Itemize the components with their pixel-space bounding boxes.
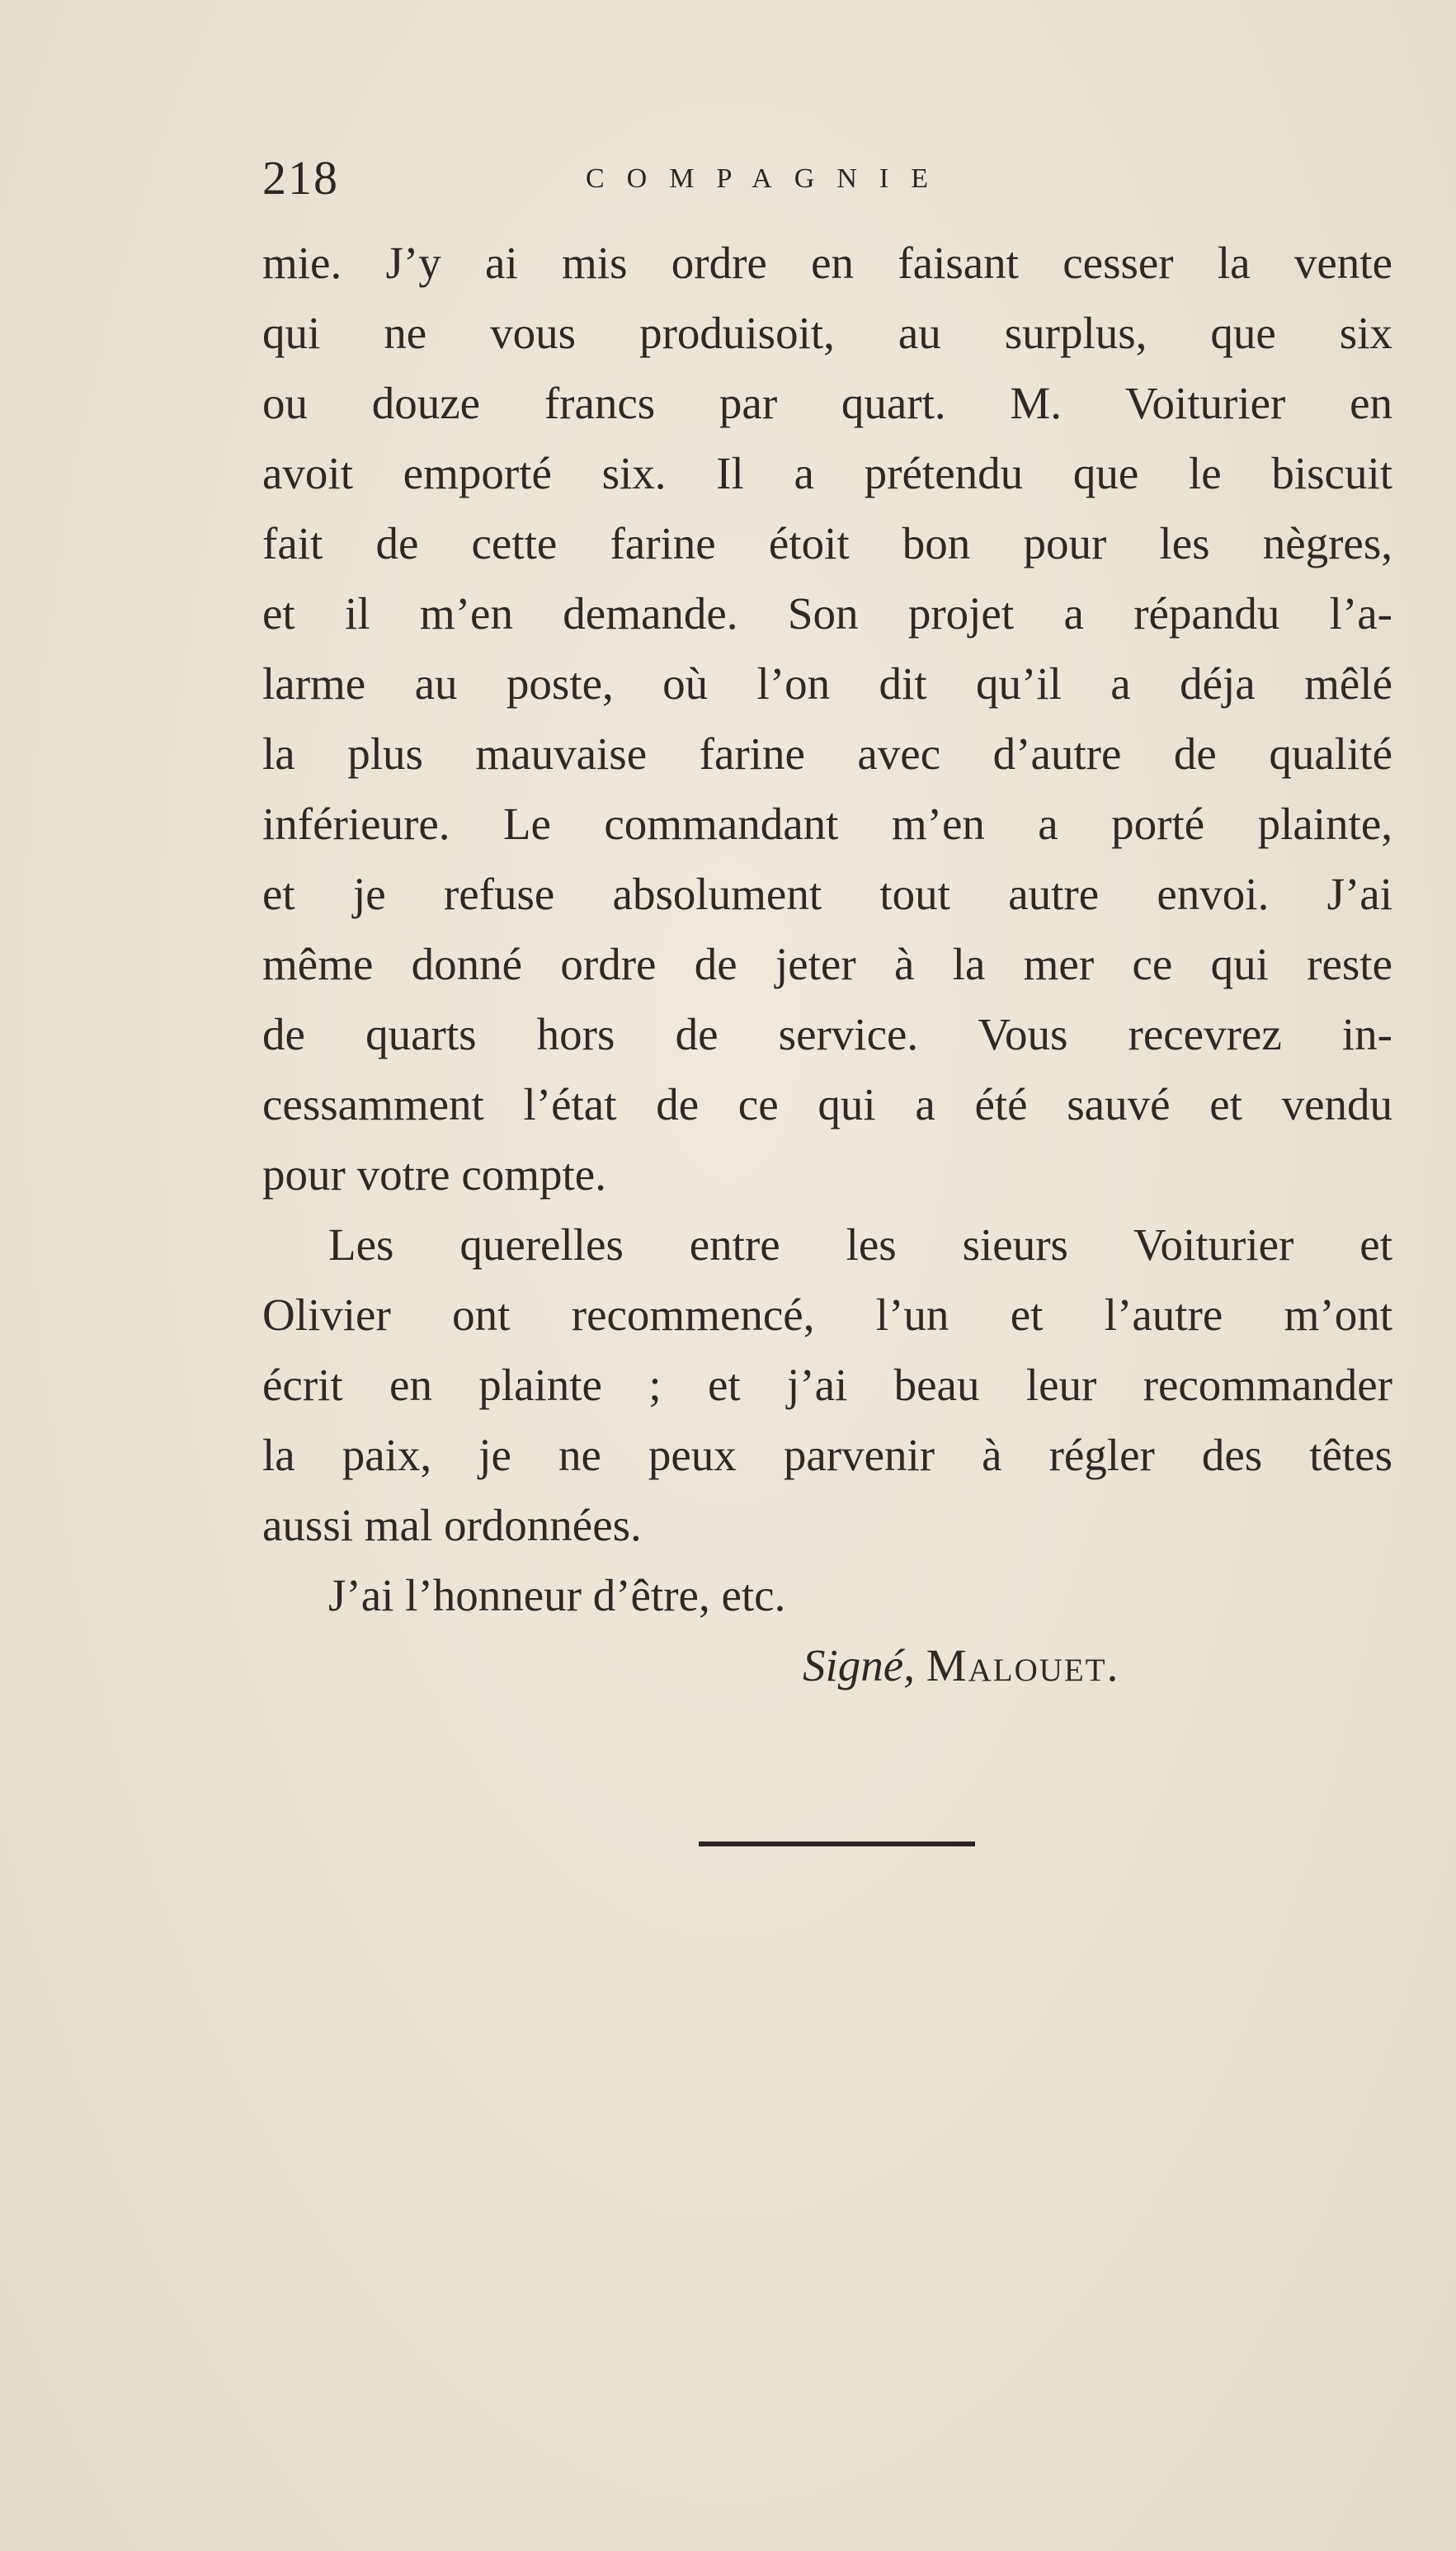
body-text <box>262 228 1392 1700</box>
text-line: la paix, je ne peux parvenir à régler des têtes <box>262 1430 1392 1480</box>
text-line: fait de cette farine étoit bon pour les nègres, <box>262 518 1392 568</box>
text-line: de quarts hors de service. Vous recevrez in- <box>262 1009 1392 1059</box>
text-line: larme au poste, où l’on dit qu’il a déja mêlé <box>262 658 1392 709</box>
page-header <box>262 150 1409 208</box>
signature-label: Signé, <box>803 1640 915 1690</box>
text-line: qui ne vous produisoit, au surplus, que six <box>262 308 1392 358</box>
signature <box>262 1630 1392 1700</box>
text-line: pour votre compte. <box>262 1149 606 1200</box>
text-line: et il m’en demande. Son projet a répandu l’a- <box>262 588 1392 639</box>
paragraph-start-line: Les querelles entre les sieurs Voiturier et <box>328 1219 1392 1270</box>
text-line: inférieure. Le commandant m’en a porté plainte, <box>262 799 1392 849</box>
page-number: 218 <box>262 151 339 205</box>
text-line: même donné ordre de jeter à la mer ce qui reste <box>262 939 1392 989</box>
text-line: la plus mauvaise farine avec d’autre de qualité <box>262 729 1392 779</box>
closing-line: J’ai l’honneur d’être, etc. <box>328 1570 786 1620</box>
text-line: mie. J’y ai mis ordre en faisant cesser la vente <box>262 238 1392 288</box>
text-line: aussi mal ordonnées. <box>262 1500 642 1550</box>
text-line: et je refuse absolument tout autre envoi. J’ai <box>262 869 1392 919</box>
section-rule <box>699 1841 975 1846</box>
text-line: Olivier ont recommencé, l’un et l’autre m’ont <box>262 1290 1392 1340</box>
signature-name: Malouet. <box>926 1640 1120 1690</box>
running-head: COMPAGNIE <box>586 163 951 194</box>
text-line: cessamment l’état de ce qui a été sauvé et vendu <box>262 1079 1392 1129</box>
text-line: ou douze francs par quart. M. Voiturier en <box>262 378 1392 428</box>
text-line: écrit en plainte ; et j’ai beau leur recommander <box>262 1360 1392 1410</box>
text-line: avoit emporté six. Il a prétendu que le biscuit <box>262 448 1392 498</box>
